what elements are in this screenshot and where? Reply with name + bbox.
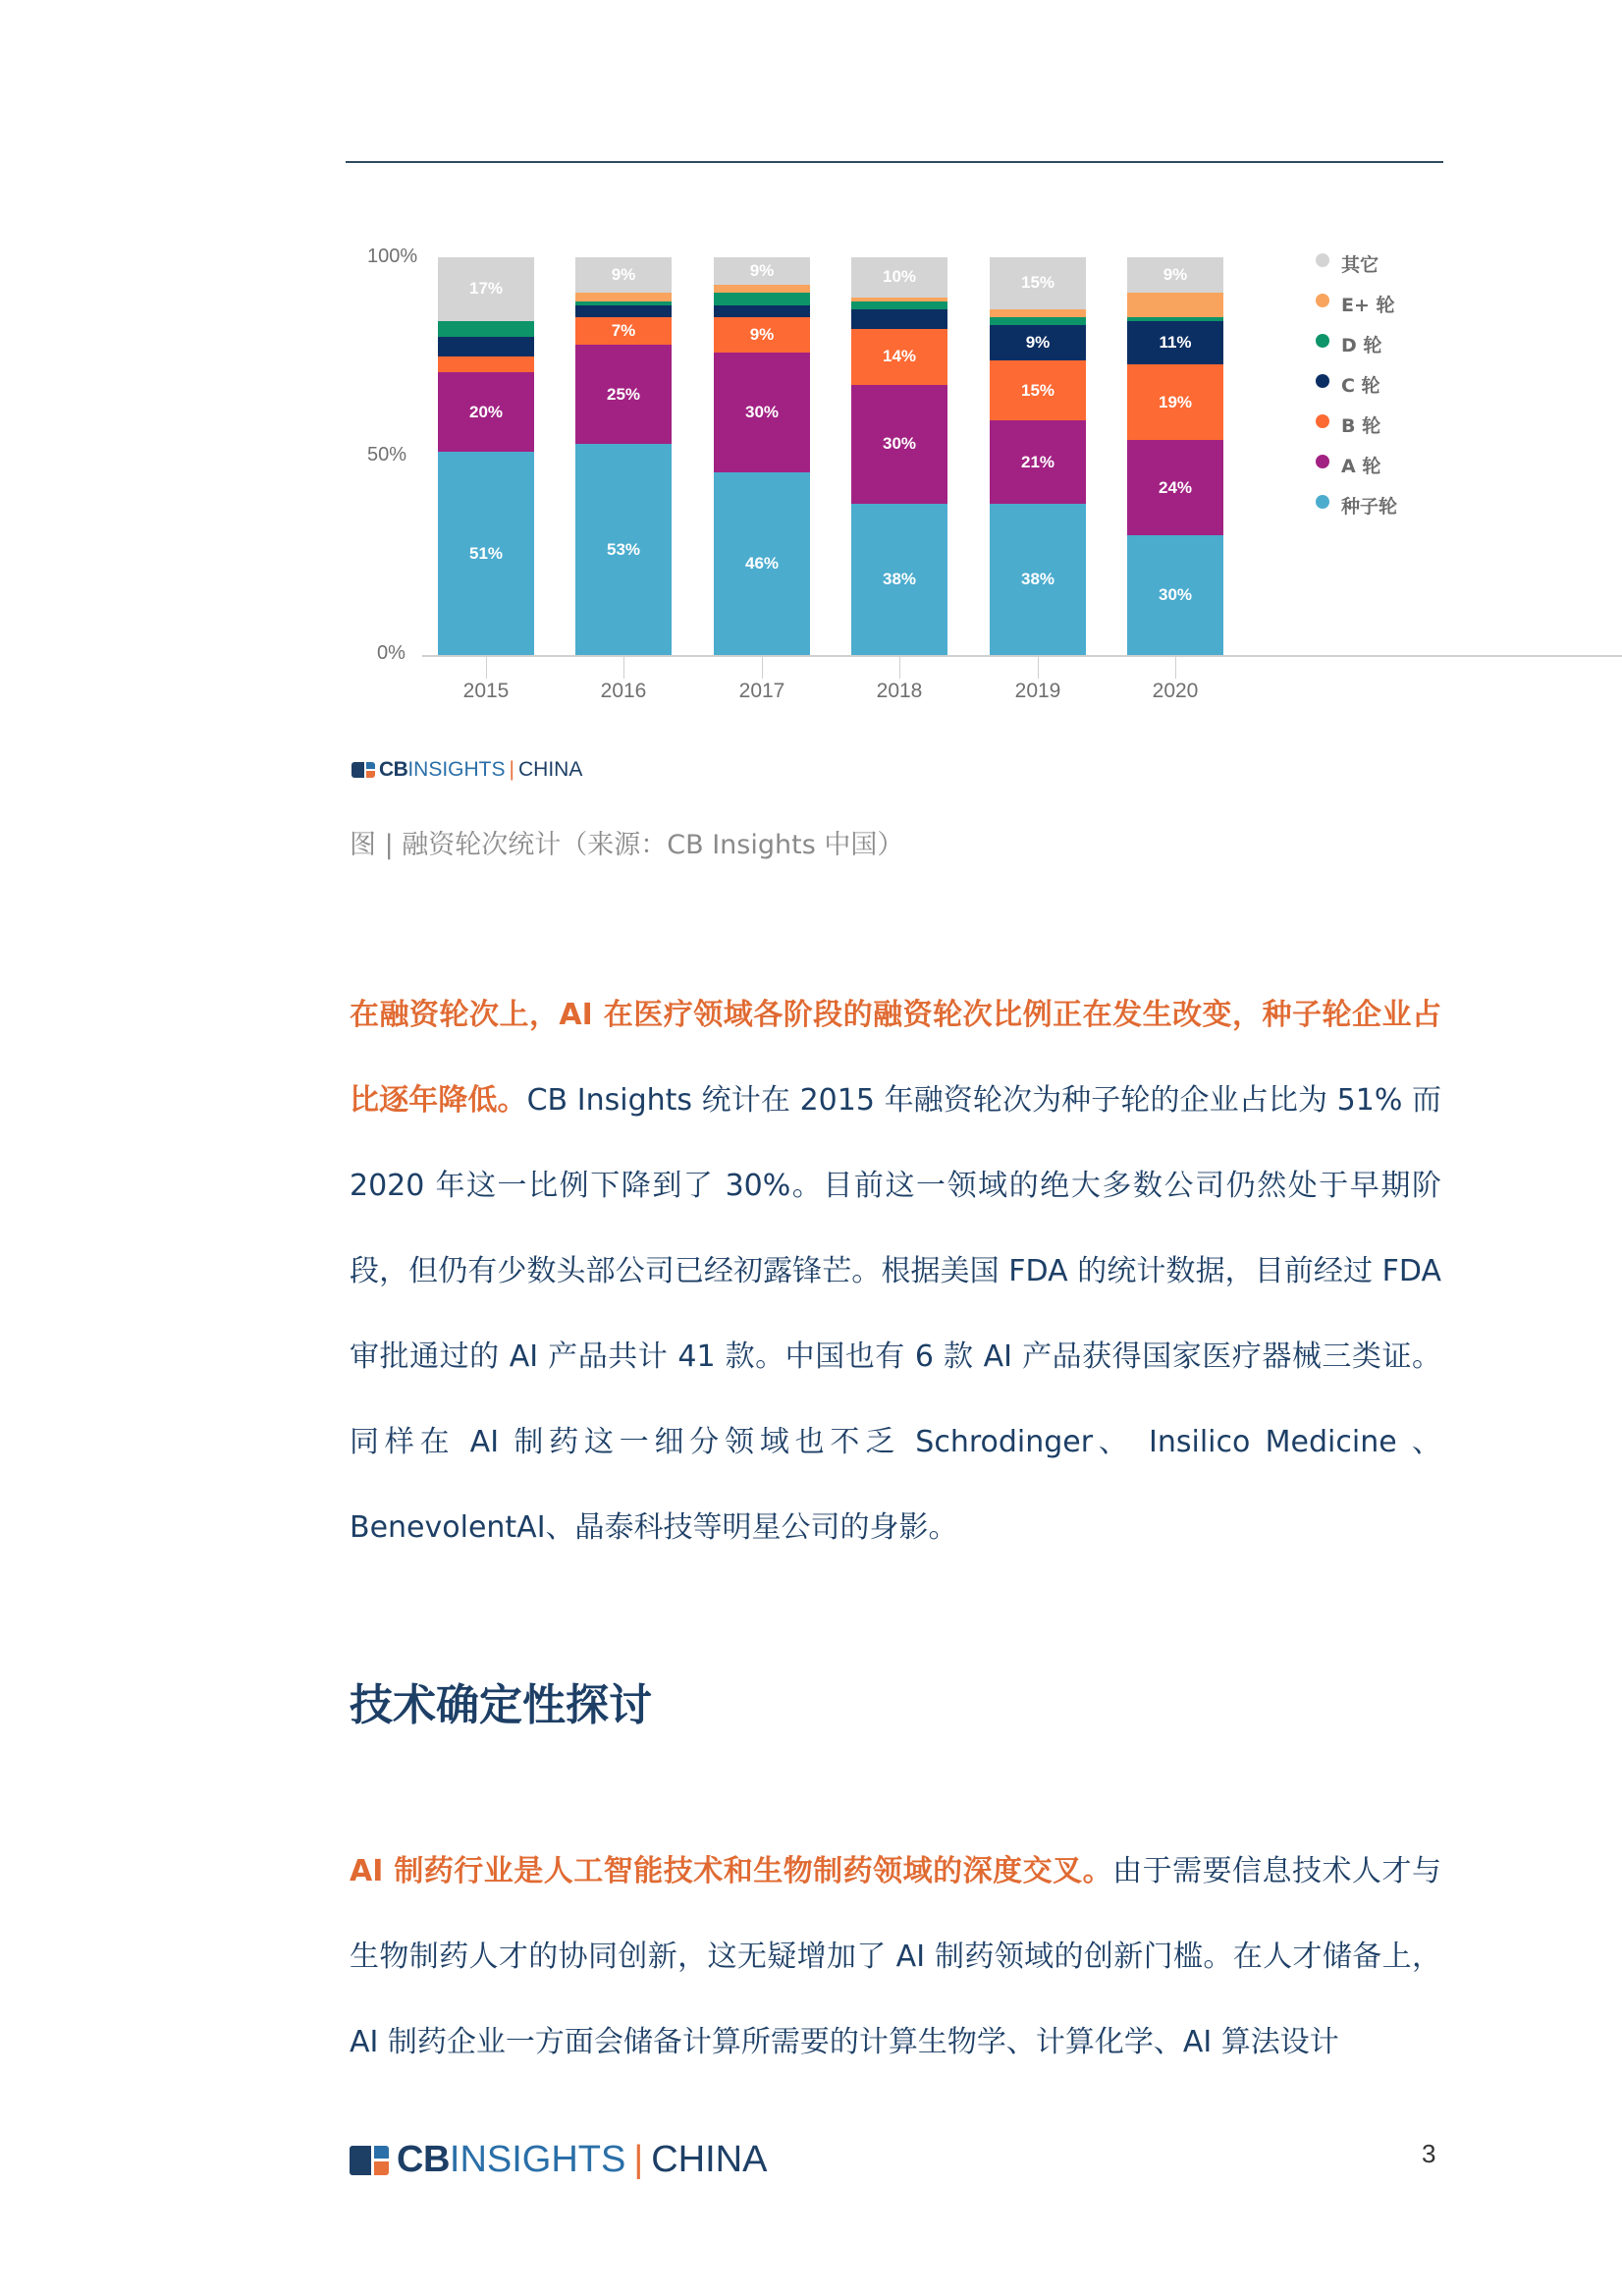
bar-2015	[438, 257, 534, 655]
segment-d	[851, 301, 947, 309]
legend-item	[1316, 485, 1397, 525]
segment-b: 9%	[714, 317, 810, 353]
footer-logo	[350, 2139, 767, 2181]
logo-cb: CB	[397, 2139, 450, 2180]
segment-seed: 46%	[714, 472, 810, 655]
chart-source-logo	[351, 758, 582, 782]
segment-d	[714, 293, 810, 304]
funding-rounds-chart	[353, 236, 1433, 727]
segment-seed: 51%	[438, 452, 534, 655]
segment-a: 30%	[851, 385, 947, 505]
legend-dot-icon	[1316, 414, 1329, 428]
chart-legend	[1316, 244, 1397, 525]
x-label-2018: 2018	[876, 680, 923, 702]
legend-item	[1316, 324, 1397, 364]
bar-2020	[1127, 257, 1223, 655]
legend-item	[1316, 405, 1397, 445]
legend-label: D 轮	[1341, 335, 1382, 356]
segment-a: 24%	[1127, 440, 1223, 535]
segment-a: 20%	[438, 372, 534, 452]
segment-other: 15%	[990, 257, 1086, 309]
x-label-2020: 2020	[1152, 680, 1199, 702]
cb-logo-icon	[350, 2146, 389, 2175]
segment-other: 9%	[1127, 257, 1223, 293]
segment-a: 25%	[575, 345, 672, 444]
segment-other: 10%	[851, 257, 947, 298]
logo-china: CHINA	[518, 758, 583, 781]
legend-dot-icon	[1316, 253, 1329, 267]
legend-item	[1316, 364, 1397, 405]
segment-c	[851, 309, 947, 329]
segment-seed: 38%	[851, 504, 947, 655]
segment-eplus	[1127, 293, 1223, 316]
segment-other: 9%	[714, 257, 810, 285]
segment-a: 21%	[990, 420, 1086, 504]
segment-c	[438, 337, 534, 356]
y-tick-50: 50%	[367, 444, 407, 465]
logo-insights: INSIGHTS	[449, 2139, 626, 2180]
segment-b: 14%	[851, 329, 947, 385]
paragraph-highlight: 在融资轮次上，AI 在医疗领域各阶段的融资轮次比例正在发生改变，种子轮企业占比逐年降低。	[350, 998, 1441, 1118]
paragraph-highlight: AI 制药行业是人工智能技术和生物制药领域的深度交叉。	[350, 1854, 1113, 1888]
legend-label: B 轮	[1341, 415, 1381, 437]
segment-c	[714, 305, 810, 317]
x-tick	[1038, 657, 1039, 679]
legend-label: E+ 轮	[1341, 295, 1395, 316]
x-label-2015: 2015	[462, 680, 510, 702]
x-tick	[762, 657, 763, 679]
paragraph-body: 由于需要信息技术人才与生物制药人才的协同创新，这无疑增加了 AI 制药领域的创新门槛。在人才储备上，AI 制药企业一方面会储备计算所需要的计算生物学、计算化学、AI 算法设计	[350, 1854, 1441, 2059]
logo-separator: |	[509, 758, 514, 781]
segment-seed: 38%	[990, 504, 1086, 655]
page-number: 3	[1422, 2139, 1436, 2168]
bar-2016	[575, 257, 672, 655]
x-label-2019: 2019	[1014, 680, 1061, 702]
legend-item	[1316, 284, 1397, 324]
legend-label: A 轮	[1341, 456, 1381, 477]
segment-other: 17%	[438, 257, 534, 321]
x-tick	[1175, 657, 1176, 679]
legend-label: 种子轮	[1341, 496, 1398, 518]
segment-d	[990, 317, 1086, 325]
x-tick	[623, 657, 624, 679]
logo-cb: CB	[379, 758, 408, 781]
logo-separator: |	[633, 2139, 644, 2180]
segment-eplus	[714, 285, 810, 293]
paragraph-body: CB Insights 统计在 2015 年融资轮次为种子轮的企业占比为 51% 而 2020 年这一比例下降到了 30%。目前这一领域的绝大多数公司仍然处于早期阶段，但仍有少数头部公司已经初露锋芒。根据美国 FDA 的统计数据，目前经过 FDA 审批通过的 AI 产品共计 41 款。中国也有 6 款 AI 产品获得国家医疗器械三类证。同样在 AI 制药这一细分领域也不乏 Schrodinger、 Insilico Medicine 、BenevolentAI、晶泰科技等明星公司的身影。	[350, 1083, 1441, 1545]
segment-d	[438, 321, 534, 337]
bar-2017	[714, 257, 810, 655]
segment-eplus	[575, 293, 672, 301]
legend-dot-icon	[1316, 374, 1329, 388]
figure-caption: 图 | 融资轮次统计（来源：CB Insights 中国）	[350, 830, 904, 860]
y-tick-0: 0%	[377, 642, 406, 664]
segment-b: 7%	[575, 317, 672, 345]
legend-label: 其它	[1341, 254, 1379, 276]
x-label-2017: 2017	[738, 680, 785, 702]
segment-seed: 30%	[1127, 535, 1223, 655]
segment-c	[575, 305, 672, 317]
segment-c: 11%	[1127, 321, 1223, 365]
header-rule	[346, 161, 1443, 163]
legend-label: C 轮	[1341, 375, 1380, 397]
legend-dot-icon	[1316, 455, 1329, 468]
legend-dot-icon	[1316, 334, 1329, 348]
paragraph-funding-rounds	[350, 972, 1441, 1570]
segment-seed: 53%	[575, 444, 672, 655]
segment-b: 15%	[990, 360, 1086, 420]
segment-eplus	[990, 309, 1086, 317]
paragraph-tech-certainty	[350, 1829, 1441, 2085]
segment-c: 9%	[990, 325, 1086, 360]
legend-dot-icon	[1316, 495, 1329, 509]
logo-china: CHINA	[651, 2139, 768, 2180]
legend-item	[1316, 244, 1397, 284]
x-axis-line	[422, 655, 1622, 657]
segment-other: 9%	[575, 257, 672, 293]
legend-item	[1316, 445, 1397, 485]
x-tick	[899, 657, 900, 679]
segment-b: 19%	[1127, 364, 1223, 440]
segment-a: 30%	[714, 353, 810, 472]
bar-2019	[990, 257, 1086, 655]
section-title: 技术确定性探讨	[350, 1680, 652, 1730]
x-label-2016: 2016	[600, 680, 647, 702]
cb-logo-icon	[351, 762, 375, 778]
logo-insights: INSIGHTS	[407, 758, 506, 781]
bar-2018	[851, 257, 947, 655]
segment-b	[438, 356, 534, 372]
legend-dot-icon	[1316, 294, 1329, 307]
x-tick	[486, 657, 487, 679]
y-tick-100: 100%	[367, 246, 418, 267]
